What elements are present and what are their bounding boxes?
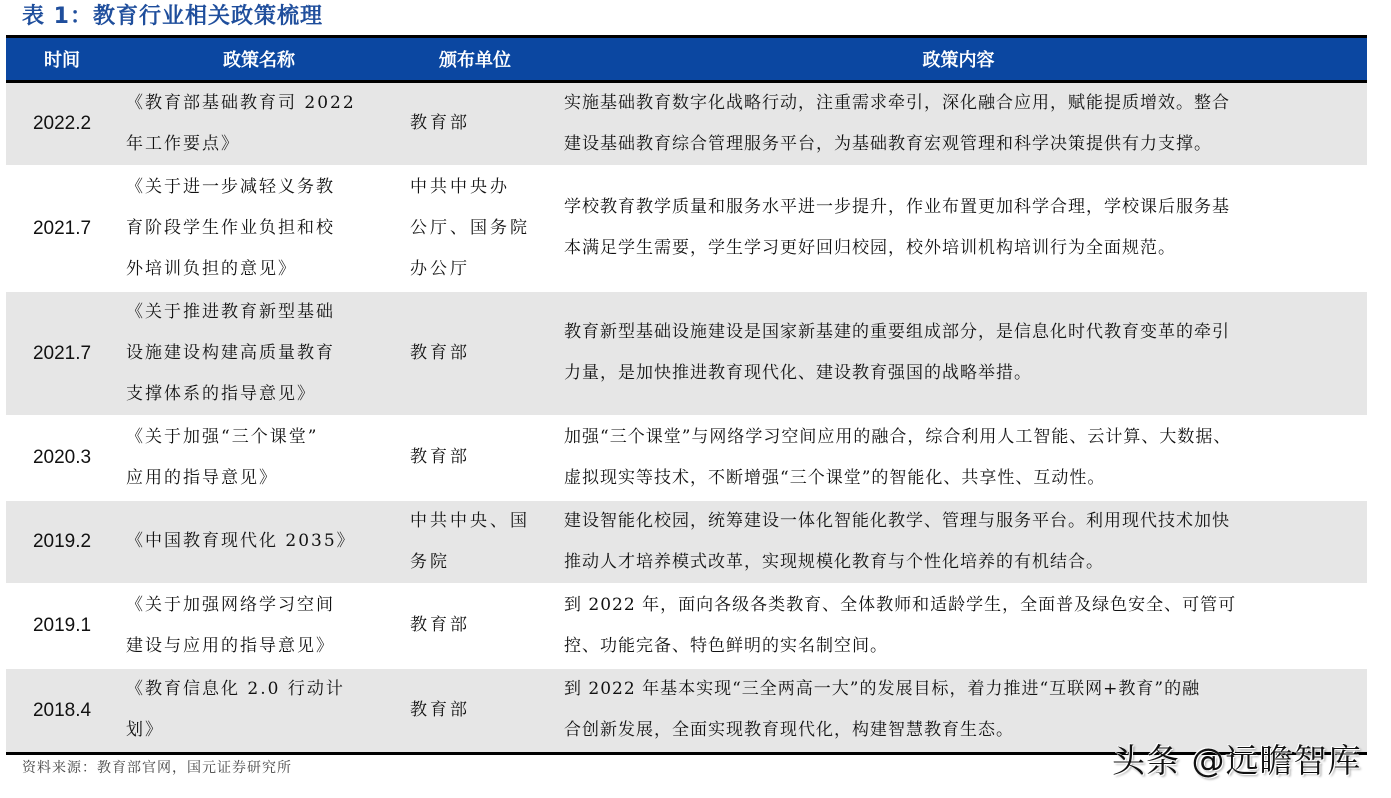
cell-issuer xyxy=(400,500,550,584)
cell-content xyxy=(550,500,1367,584)
cell-policy-name xyxy=(118,416,400,500)
issuer-line: 教育部 xyxy=(410,615,470,635)
cell-issuer xyxy=(400,584,550,668)
policy-name-line: 《关于进一步减轻义务教 xyxy=(126,176,335,197)
content-line: 推动人才培养模式改革，实现规模化教育与个性化培养的有机结合。 xyxy=(564,551,1104,572)
content-line: 力量，是加快推进教育现代化、建设教育强国的战略举措。 xyxy=(564,363,1032,383)
cell-policy-name xyxy=(118,166,400,291)
policy-name-line: 外培训负担的意见》 xyxy=(126,258,297,279)
content-line: 实施基础教育数字化战略行动，注重需求牵引，深化融合应用，赋能提质增效。整合 xyxy=(564,92,1230,113)
cell-content xyxy=(550,416,1367,500)
issuer-line: 教育部 xyxy=(410,342,470,363)
cell-date: 2019.2 xyxy=(6,500,118,584)
cell-date: 2019.1 xyxy=(6,584,118,668)
policy-name-line: 支撑体系的指导意见》 xyxy=(126,383,316,404)
content-line: 本满足学生需要，学生学习更好回归校园，校外培训机构培训行为全面规范。 xyxy=(564,238,1176,258)
table-row xyxy=(6,166,1367,291)
cell-issuer xyxy=(400,668,550,752)
issuer-line: 教育部 xyxy=(410,699,470,720)
content-line: 到 2022 年，面向各级各类教育、全体教师和适龄学生，全面普及绿色安全、可管可 xyxy=(564,594,1237,615)
cell-policy-name xyxy=(118,668,400,752)
cell-policy-name xyxy=(118,291,400,416)
policy-name-line: 《教育信息化 2.0 行动计 xyxy=(126,679,345,699)
cell-policy-name xyxy=(118,584,400,668)
cell-issuer xyxy=(400,166,550,291)
policy-name-line: 划》 xyxy=(126,720,164,740)
content-line: 到 2022 年基本实现“三全两高一大”的发展目标，着力推进“互联网+教育”的融 xyxy=(564,679,1201,699)
issuer-line: 公厅、国务院 xyxy=(410,217,530,238)
table-row xyxy=(6,584,1367,668)
content-line: 教育新型基础设施建设是国家新基建的重要组成部分，是信息化时代教育变革的牵引 xyxy=(564,322,1230,342)
content-line: 虚拟现实等技术，不断增强“三个课堂”的智能化、共享性、互动性。 xyxy=(564,467,1106,488)
table-header-row xyxy=(6,38,1367,81)
cell-date: 2018.4 xyxy=(6,668,118,752)
cell-issuer xyxy=(400,81,550,166)
cell-issuer xyxy=(400,416,550,500)
cell-date: 2020.3 xyxy=(6,416,118,500)
issuer-line: 教育部 xyxy=(410,113,470,133)
policy-name-line: 年工作要点》 xyxy=(126,133,240,154)
table-row xyxy=(6,81,1367,166)
cell-issuer xyxy=(400,291,550,416)
policy-name-line: 设施建设构建高质量教育 xyxy=(126,342,335,363)
cell-content xyxy=(550,81,1367,166)
header-content: 政策内容 xyxy=(550,38,1367,81)
content-line: 建设智能化校园，统筹建设一体化智能化教学、管理与服务平台。利用现代技术加快 xyxy=(564,510,1230,531)
issuer-line: 教育部 xyxy=(410,447,470,467)
policy-name-line: 应用的指导意见》 xyxy=(126,467,278,488)
watermark: 头条 @远瞻智库 xyxy=(1112,741,1362,780)
cell-content xyxy=(550,166,1367,291)
header-issuer: 颁布单位 xyxy=(400,38,550,81)
policy-name-line: 建设与应用的指导意见》 xyxy=(126,635,335,656)
table-row xyxy=(6,500,1367,584)
issuer-line: 中共中央、国 xyxy=(410,510,530,531)
cell-date: 2021.7 xyxy=(6,291,118,416)
content-line: 加强“三个课堂”与网络学习空间应用的融合，综合利用人工智能、云计算、大数据、 xyxy=(564,426,1232,447)
cell-policy-name xyxy=(118,500,400,584)
table-title: 表 1：教育行业相关政策梳理 xyxy=(22,4,323,29)
header-date: 时间 xyxy=(6,38,118,81)
cell-policy-name xyxy=(118,81,400,166)
policy-name-line: 育阶段学生作业负担和校 xyxy=(126,217,335,238)
issuer-line: 中共中央办 xyxy=(410,176,510,197)
policy-name-line: 《关于加强网络学习空间 xyxy=(126,594,335,615)
policy-name-line: 《中国教育现代化 2035》 xyxy=(126,531,356,551)
policy-name-line: 《关于加强“三个课堂” xyxy=(126,426,319,447)
issuer-line: 务院 xyxy=(410,551,450,572)
content-line: 学校教育教学质量和服务水平进一步提升，作业布置更加科学合理，学校课后服务基 xyxy=(564,197,1230,217)
header-policy-name: 政策名称 xyxy=(118,38,400,81)
content-line: 合创新发展，全面实现教育现代化，构建智慧教育生态。 xyxy=(564,720,1014,740)
table-row xyxy=(6,416,1367,500)
cell-content xyxy=(550,291,1367,416)
policy-table-container xyxy=(6,35,1367,755)
policy-name-line: 《教育部基础教育司 2022 xyxy=(126,92,356,113)
cell-content xyxy=(550,584,1367,668)
issuer-line: 办公厅 xyxy=(410,258,470,279)
content-line: 控、功能完备、特色鲜明的实名制空间。 xyxy=(564,635,888,656)
policy-name-line: 《关于推进教育新型基础 xyxy=(126,301,335,322)
cell-date: 2022.2 xyxy=(32,113,92,134)
source-note: 资料来源：教育部官网，国元证券研究所 xyxy=(22,760,292,776)
policy-table xyxy=(6,38,1367,752)
content-line: 建设基础教育综合管理服务平台，为基础教育宏观管理和科学决策提供有力支撑。 xyxy=(564,133,1212,154)
cell-date: 2021.7 xyxy=(6,166,118,291)
table-row xyxy=(6,291,1367,416)
